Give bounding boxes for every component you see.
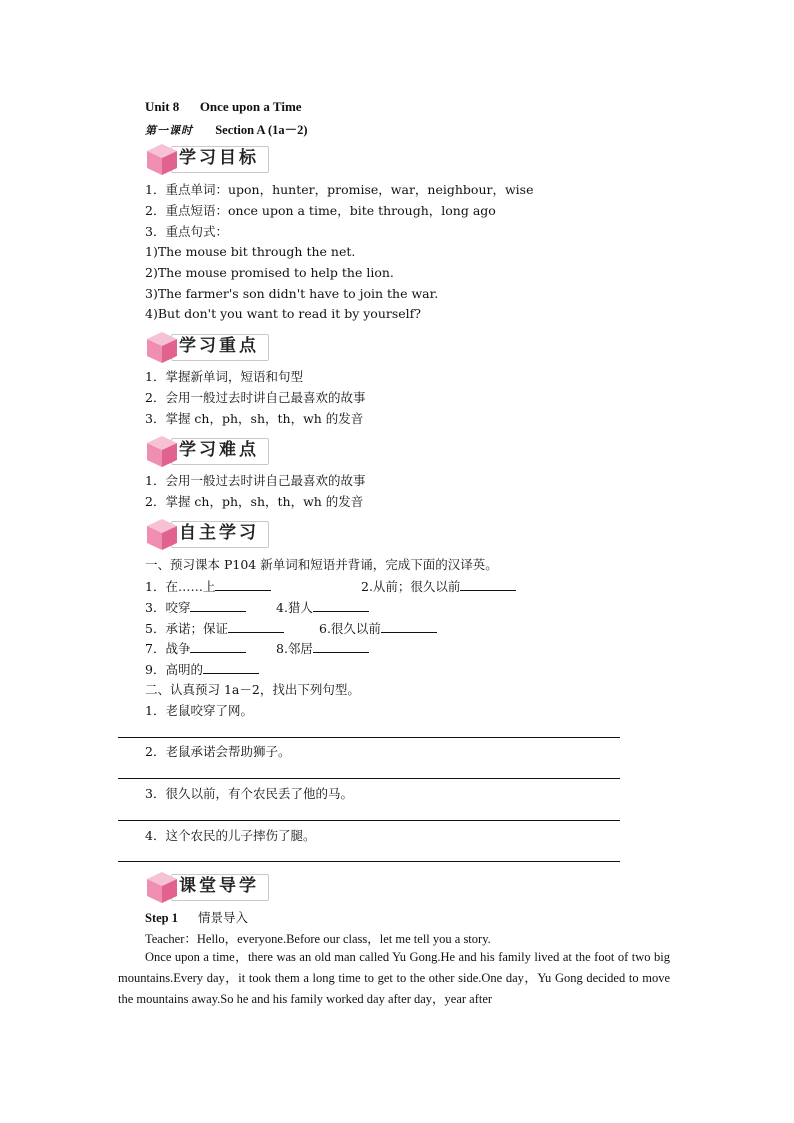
answer-blank[interactable] <box>313 640 369 653</box>
unit-title: Once upon a Time <box>199 99 302 114</box>
vocab-question-5: 5．承诺；保证 <box>145 620 284 637</box>
vocab-question-1: 1．在……上 <box>145 578 271 595</box>
heading-label: 学习重点 <box>179 336 259 356</box>
heading-label: 课堂导学 <box>179 876 259 896</box>
answer-line[interactable] <box>118 778 620 779</box>
key-point-1: 1．掌握新单词，短语和句型 <box>145 369 303 384</box>
step-number: Step 1 <box>145 911 178 925</box>
answer-blank[interactable] <box>313 599 369 612</box>
vocab-question-2: 2.从前；很久以前 <box>361 578 516 595</box>
goal-sentence-3: 3)The farmer's son didn't have to join the war. <box>145 286 439 301</box>
goal-sentence-4: 4)But don't you want to read it by yourself? <box>145 306 421 321</box>
answer-blank[interactable] <box>190 640 246 653</box>
heading-class-guide <box>145 868 270 904</box>
vocab-question-3: 3．咬穿 <box>145 599 246 616</box>
pink-cube-icon <box>145 330 179 364</box>
pink-cube-icon <box>145 434 179 468</box>
answer-blank[interactable] <box>460 578 516 591</box>
heading-label: 学习目标 <box>179 148 259 168</box>
lesson-label: 第一课时 <box>145 124 193 137</box>
pink-cube-icon <box>145 142 179 176</box>
vocab-question-9: 9．高明的 <box>145 661 259 678</box>
goal-sentence-2: 2)The mouse promised to help the lion. <box>145 265 394 280</box>
teacher-line: Teacher：Hello，everyone.Before our class，let me tell you a story. <box>145 932 491 946</box>
answer-line[interactable] <box>118 820 620 821</box>
answer-blank[interactable] <box>190 599 246 612</box>
goal-line-1: 1．重点单词：upon，hunter，promise，war，neighbour，wise <box>145 182 534 197</box>
sentence-prompt-3: 3．很久以前，有个农民丢了他的马。 <box>145 786 353 801</box>
heading-self-study <box>145 515 270 551</box>
vocab-question-4: 4.猎人 <box>276 599 369 616</box>
heading-goals <box>145 140 270 176</box>
step-heading <box>145 910 248 926</box>
answer-blank[interactable] <box>228 620 284 633</box>
answer-blank[interactable] <box>381 620 437 633</box>
heading-difficulties <box>145 432 270 468</box>
sentence-prompt-1: 1．老鼠咬穿了网。 <box>145 703 253 718</box>
heading-label: 自主学习 <box>179 523 259 543</box>
difficulty-2: 2．掌握 ch，ph，sh，th，wh 的发音 <box>145 494 364 509</box>
goal-line-2: 2．重点短语：once upon a time，bite through，long ago <box>145 203 496 218</box>
difficulty-1: 1．会用一般过去时讲自己最喜欢的故事 <box>145 473 366 488</box>
unit-heading <box>145 99 302 115</box>
answer-blank[interactable] <box>203 661 259 674</box>
self-study-part-1: 一、预习课本 P104 新单词和短语并背诵，完成下面的汉译英。 <box>145 557 498 572</box>
heading-label: 学习难点 <box>179 440 259 460</box>
section-heading <box>145 119 308 138</box>
key-point-2: 2．会用一般过去时讲自己最喜欢的故事 <box>145 390 366 405</box>
heading-key-points <box>145 328 270 364</box>
pink-cube-icon <box>145 870 179 904</box>
step-title: 情景导入 <box>197 910 248 925</box>
self-study-part-2: 二、认真预习 1a－2，找出下列句型。 <box>145 682 360 697</box>
vocab-question-8: 8.邻居 <box>276 640 369 657</box>
sentence-prompt-4: 4．这个农民的儿子摔伤了腿。 <box>145 828 316 843</box>
goal-line-3: 3．重点句式： <box>145 224 228 239</box>
answer-line[interactable] <box>118 861 620 862</box>
vocab-question-6: 6.很久以前 <box>319 620 437 637</box>
sentence-prompt-2: 2．老鼠承诺会帮助狮子。 <box>145 744 291 759</box>
goal-sentence-1: 1)The mouse bit through the net. <box>145 244 356 259</box>
pink-cube-icon <box>145 517 179 551</box>
section-title: Section A (1a－2) <box>215 123 308 137</box>
answer-line[interactable] <box>118 737 620 738</box>
unit-number: Unit 8 <box>145 99 180 114</box>
answer-blank[interactable] <box>215 578 271 591</box>
vocab-question-7: 7．战争 <box>145 640 246 657</box>
key-point-3: 3．掌握 ch，ph，sh，th，wh 的发音 <box>145 411 364 426</box>
story-paragraph: Once upon a time，there was an old man called Yu Gong.He and his family lived at the foot of two big mountains.Every day，it took them a long time to get to the other side.One day，Yu Gong decided to move the mountains away.So he and his family worked day after day，year after <box>118 950 670 1006</box>
